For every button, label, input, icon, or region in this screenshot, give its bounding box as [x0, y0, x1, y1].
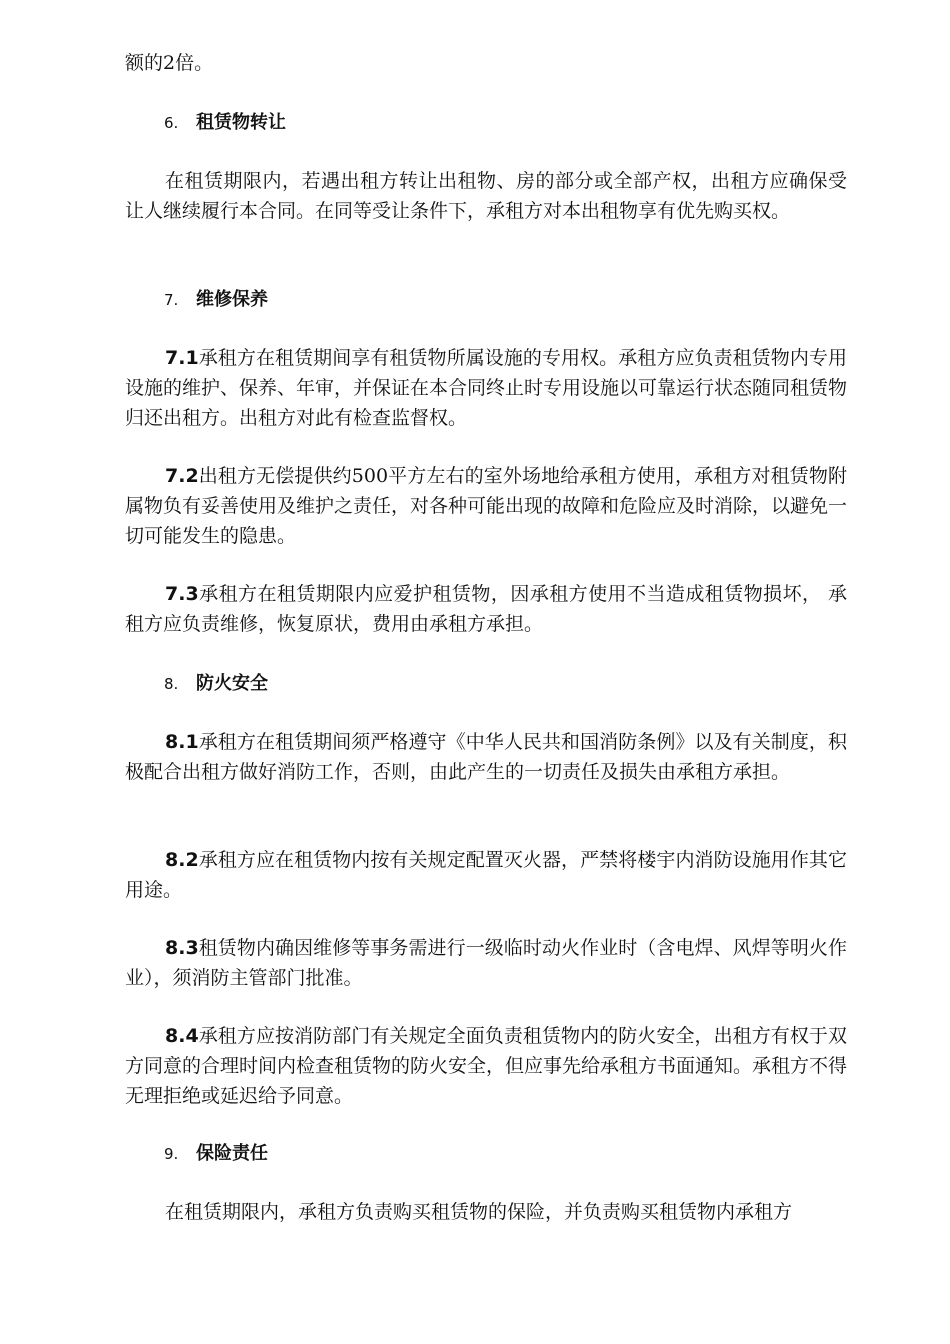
- section-6-number: 6.: [164, 114, 179, 132]
- section-8-number: 8.: [164, 675, 179, 693]
- section-9-number: 9.: [164, 1145, 179, 1163]
- section-6-body: 在租赁期限内，若遇出租方转让出租物、房的部分或全部产权，出租方应确保受让人继续履行本合同。在同等受让条件下，承租方对本出租物享有优先购买权。: [125, 170, 847, 222]
- clause-8-1-text: 承租方在租赁期间须严格遵守《中华人民共和国消防条例》以及有关制度，积极配合出租方做好消防工作，否则，由此产生的一切责任及损失由承租方承担。: [125, 731, 847, 783]
- section-6-title: 租赁物转让: [196, 112, 286, 133]
- clause-8-4-text: 承租方应按消防部门有关规定全面负责租赁物内的防火安全，出租方有权于双方同意的合理时间内检查租赁物的防火安全，但应事先给承租方书面通知。承租方不得无理拒绝或延迟给予同意。: [125, 1025, 848, 1107]
- clause-7-1-number: 7.1: [165, 347, 199, 369]
- section-8-title: 防火安全: [196, 673, 268, 694]
- clause-7-2: [125, 461, 847, 551]
- section-7-title: 维修保养: [196, 289, 268, 310]
- clause-8-2-text: 承租方应在租赁物内按有关规定配置灭火器，严禁将楼宇内消防设施用作其它用途。: [125, 849, 847, 901]
- clause-7-1: [125, 343, 847, 433]
- section-8-heading: [164, 668, 268, 699]
- clause-8-3: [125, 933, 847, 993]
- section-9-title: 保险责任: [196, 1143, 268, 1164]
- clause-8-1: [125, 727, 847, 787]
- section-9-body: 在租赁期限内，承租方负责购买租赁物的保险，并负责购买租赁物内承租方: [165, 1201, 793, 1223]
- clause-7-3: [125, 579, 847, 639]
- clause-8-3-text: 租赁物内确因维修等事务需进行一级临时动火作业时（含电焊、风焊等明火作业），须消防主管部门批准。: [125, 937, 847, 989]
- clause-7-2-text: 出租方无偿提供约500平方左右的室外场地给承租方使用，承租方对租赁物附属物负有妥善使用及维护之责任，对各种可能出现的故障和危险应及时消除，以避免一切可能发生的隐患。: [125, 465, 848, 547]
- clause-8-2: [125, 845, 847, 905]
- section-7-number: 7.: [164, 291, 179, 309]
- clause-8-3-number: 8.3: [165, 937, 199, 959]
- clause-7-3-number: 7.3: [165, 583, 199, 605]
- section-6-heading: [164, 107, 286, 138]
- continuation-text: 额的2倍。: [125, 52, 214, 74]
- clause-8-4-number: 8.4: [165, 1025, 199, 1047]
- clause-7-3-text: 承租方在租赁期限内应爱护租赁物，因承租方使用不当造成租赁物损坏， 承租方应负责维修，恢复原状，费用由承租方承担。: [125, 583, 847, 635]
- section-9-heading: [164, 1138, 268, 1169]
- clause-7-1-text: 承租方在租赁期间享有租赁物所属设施的专用权。承租方应负责租赁物内专用设施的维护、保养、年审，并保证在本合同终止时专用设施以可靠运行状态随同租赁物归还出租方。出租方对此有检查监督权。: [125, 347, 848, 429]
- clause-8-4: [125, 1021, 847, 1111]
- clause-8-1-number: 8.1: [165, 731, 199, 753]
- clause-7-2-number: 7.2: [165, 465, 199, 487]
- section-7-heading: [164, 284, 268, 315]
- clause-8-2-number: 8.2: [165, 849, 199, 871]
